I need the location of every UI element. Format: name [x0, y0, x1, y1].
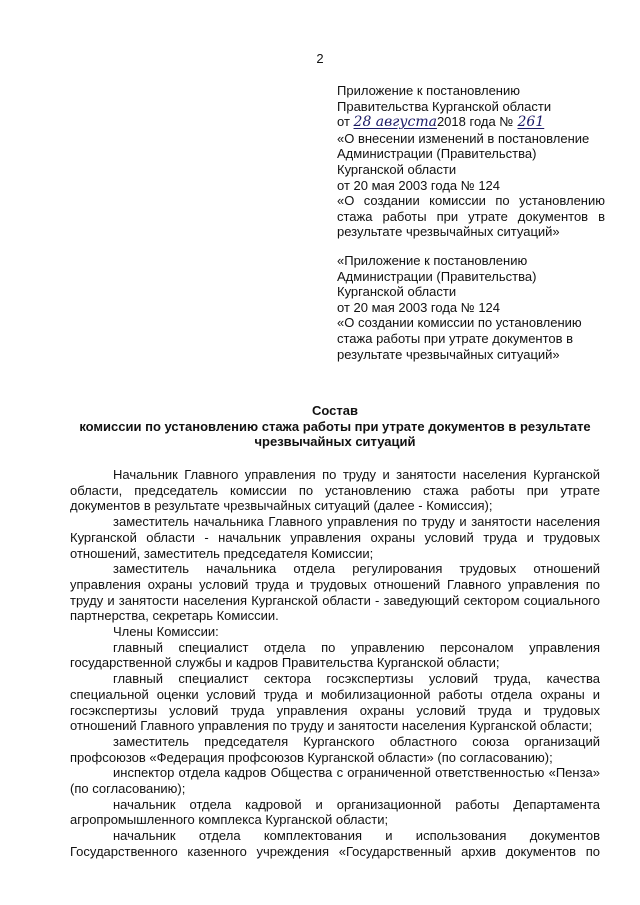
appendix-line: Администрации (Правительства) — [337, 146, 537, 162]
paragraph: Начальник Главного управления по труду и занятости населения Курганской области, председатель комиссии по установлению стажа работы при утрате документов в результате чрезвычайных ситуаций (далее - Комиссия); — [70, 467, 600, 514]
appendix-date-line — [337, 114, 605, 131]
document-title — [70, 403, 600, 450]
title-line: комиссии по установлению стажа работы при утрате документов в результате — [79, 418, 591, 434]
appendix-current-block — [337, 83, 605, 240]
appendix-line: «О создании комиссии по установлению — [337, 315, 582, 331]
paragraph: заместитель начальника Главного управления по труду и занятости населения Курганской области - начальник управления охраны условий труда и трудовых отношений, заместитель председателя Комиссии; — [70, 514, 600, 561]
paragraph: инспектор отдела кадров Общества с ограниченной ответственностью «Пенза» (по согласованию); — [70, 765, 600, 797]
document-body — [70, 467, 600, 860]
appendix-line: результате чрезвычайных ситуаций» — [337, 346, 560, 362]
paragraph: заместитель председателя Курганского областного союза организаций профсоюзов «Федерация профсоюзов Курганской области» (по согласованию); — [70, 733, 600, 765]
appendix-line: Приложение к постановлению — [337, 83, 520, 98]
paragraph: главный специалист отдела по управлению персоналом управления государственной службы и кадров Правительства Курганской области; — [70, 639, 600, 671]
handwritten-date: 28 августа — [353, 114, 437, 131]
handwritten-number: 261 — [517, 114, 545, 131]
appendix-line: от 20 мая 2003 года № 124 — [337, 177, 501, 193]
paragraph: заместитель начальника отдела регулирования трудовых отношений управления охраны условий труда и трудовых отношений Главного управления по труду и занятости населения Курганской области - заведующий сектором социального партнерства, секретарь Комиссии. — [70, 561, 600, 624]
appendix-line: «Приложение к постановлению — [337, 253, 528, 268]
appendix-line: стажа работы при утрате документов в — [337, 208, 605, 224]
appendix-line: Курганской области — [337, 284, 457, 300]
title-line: чрезвычайных ситуаций — [254, 434, 416, 450]
paragraph: начальник отдела комплектования и использования документов Государственного казенного учреждения «Государственный архив документов по — [70, 828, 600, 859]
date-middle: 2018 года № — [436, 114, 514, 130]
date-prefix: от — [337, 114, 350, 130]
page-number: 2 — [316, 51, 324, 66]
appendix-line: результате чрезвычайных ситуаций» — [337, 224, 560, 240]
appendix-line: стажа работы при утрате документов в — [337, 330, 574, 346]
appendix-original-block — [337, 253, 605, 362]
paragraph: Члены Комиссии: — [113, 624, 219, 640]
appendix-line: от 20 мая 2003 года № 124 — [337, 299, 501, 315]
appendix-line: «О создании комиссии по установлению — [337, 193, 605, 209]
appendix-line: «О внесении изменений в постановление — [337, 130, 590, 146]
appendix-line: Курганской области — [337, 161, 457, 177]
appendix-line: Правительства Курганской области — [337, 98, 552, 114]
paragraph: начальник отдела кадровой и организационной работы Департамента агропромышленного комплекса Курганской области; — [70, 796, 600, 828]
appendix-line: Администрации (Правительства) — [337, 268, 537, 284]
paragraph: главный специалист сектора госэкспертизы условий труда, качества специальной оценки условий труда и мобилизационной работы отдела охраны и госэкспертизы условий труда управления охраны условий труда и трудовых отношений Главного управления по труду и занятости населения Курганской области; — [70, 671, 600, 734]
title-word: Состав — [312, 403, 358, 418]
